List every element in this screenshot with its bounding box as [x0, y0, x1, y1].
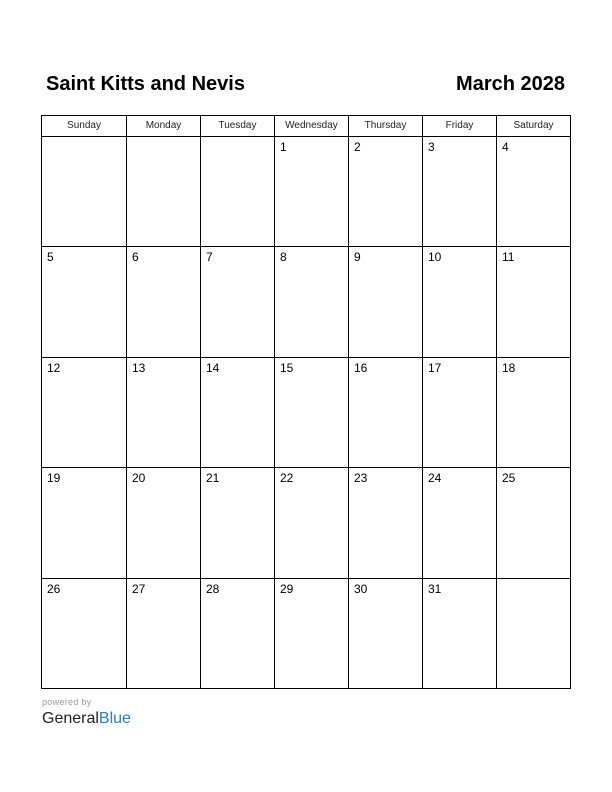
weekday-friday: Friday [423, 116, 497, 136]
weekday-tuesday: Tuesday [201, 116, 275, 136]
day-number: 25 [502, 471, 516, 486]
day-cell [275, 579, 349, 689]
weekday-header-row [42, 116, 570, 137]
day-number: 13 [132, 360, 146, 375]
day-cell [497, 137, 570, 246]
brand-blue-text: Blue [98, 710, 131, 727]
day-number: 28 [206, 581, 220, 596]
day-number: 8 [280, 250, 287, 265]
week-row [42, 468, 570, 578]
empty-day-cell [497, 579, 570, 689]
day-number: 11 [502, 250, 515, 265]
day-number: 29 [280, 581, 294, 596]
day-number: 17 [428, 360, 442, 375]
calendar-grid [41, 115, 571, 689]
day-number: 26 [47, 581, 61, 596]
day-number: 4 [502, 140, 509, 154]
day-number: 31 [428, 581, 442, 596]
day-cell [42, 358, 127, 467]
day-number: 18 [502, 360, 516, 375]
day-cell [423, 358, 497, 467]
day-cell [275, 468, 349, 577]
day-cell [423, 247, 497, 356]
day-cell [127, 247, 201, 356]
day-cell [42, 247, 127, 356]
day-number: 20 [132, 471, 146, 486]
day-cell [275, 137, 349, 246]
day-number: 5 [47, 250, 54, 265]
day-cell [349, 579, 423, 689]
day-cell [423, 468, 497, 577]
day-number: 24 [428, 471, 442, 486]
day-number: 19 [47, 471, 61, 486]
empty-day-cell [127, 137, 201, 246]
day-cell [349, 247, 423, 356]
day-cell [497, 358, 570, 467]
day-number: 16 [354, 360, 368, 375]
day-cell [201, 579, 275, 689]
day-number: 21 [206, 471, 220, 486]
weekday-monday: Monday [127, 116, 201, 136]
day-cell [201, 468, 275, 577]
day-number: 14 [206, 360, 220, 375]
weekday-thursday: Thursday [349, 116, 423, 136]
brand-general-text: General [42, 710, 99, 727]
day-number: 3 [428, 140, 435, 154]
day-cell [349, 468, 423, 577]
day-number: 12 [47, 360, 61, 375]
day-cell [423, 579, 497, 689]
day-cell [127, 468, 201, 577]
powered-by-text: powered by [42, 697, 92, 707]
footer-branding [42, 697, 131, 729]
day-cell [127, 579, 201, 689]
day-cell [423, 137, 497, 246]
month-title: March 2028 [456, 73, 565, 95]
weeks-container [42, 137, 570, 689]
day-cell [349, 137, 423, 246]
weekday-saturday: Saturday [513, 120, 554, 131]
day-cell [201, 247, 275, 356]
week-row [42, 579, 570, 689]
day-number: 6 [132, 250, 139, 265]
day-cell [497, 468, 570, 577]
day-cell [497, 247, 570, 356]
day-cell [127, 358, 201, 467]
day-cell [42, 579, 127, 689]
day-number: 27 [132, 581, 146, 596]
week-row [42, 137, 570, 247]
country-title: Saint Kitts and Nevis [46, 73, 245, 95]
week-row [42, 358, 570, 468]
day-cell [349, 358, 423, 467]
day-cell [201, 358, 275, 467]
empty-day-cell [42, 137, 127, 246]
day-number: 10 [428, 250, 442, 265]
week-row [42, 247, 570, 357]
day-number: 9 [354, 250, 361, 265]
weekday-sunday: Sunday [42, 116, 127, 136]
day-cell [275, 247, 349, 356]
day-cell [275, 358, 349, 467]
day-number: 30 [354, 581, 368, 596]
day-cell [42, 468, 127, 577]
day-number: 2 [354, 140, 361, 154]
day-number: 23 [354, 471, 368, 486]
day-number: 22 [280, 471, 294, 486]
empty-day-cell [201, 137, 275, 246]
generalblue-logo [42, 709, 131, 729]
day-number: 1 [280, 140, 287, 154]
weekday-wednesday: Wednesday [275, 116, 349, 136]
day-number: 15 [280, 360, 294, 375]
day-number: 7 [206, 250, 213, 265]
